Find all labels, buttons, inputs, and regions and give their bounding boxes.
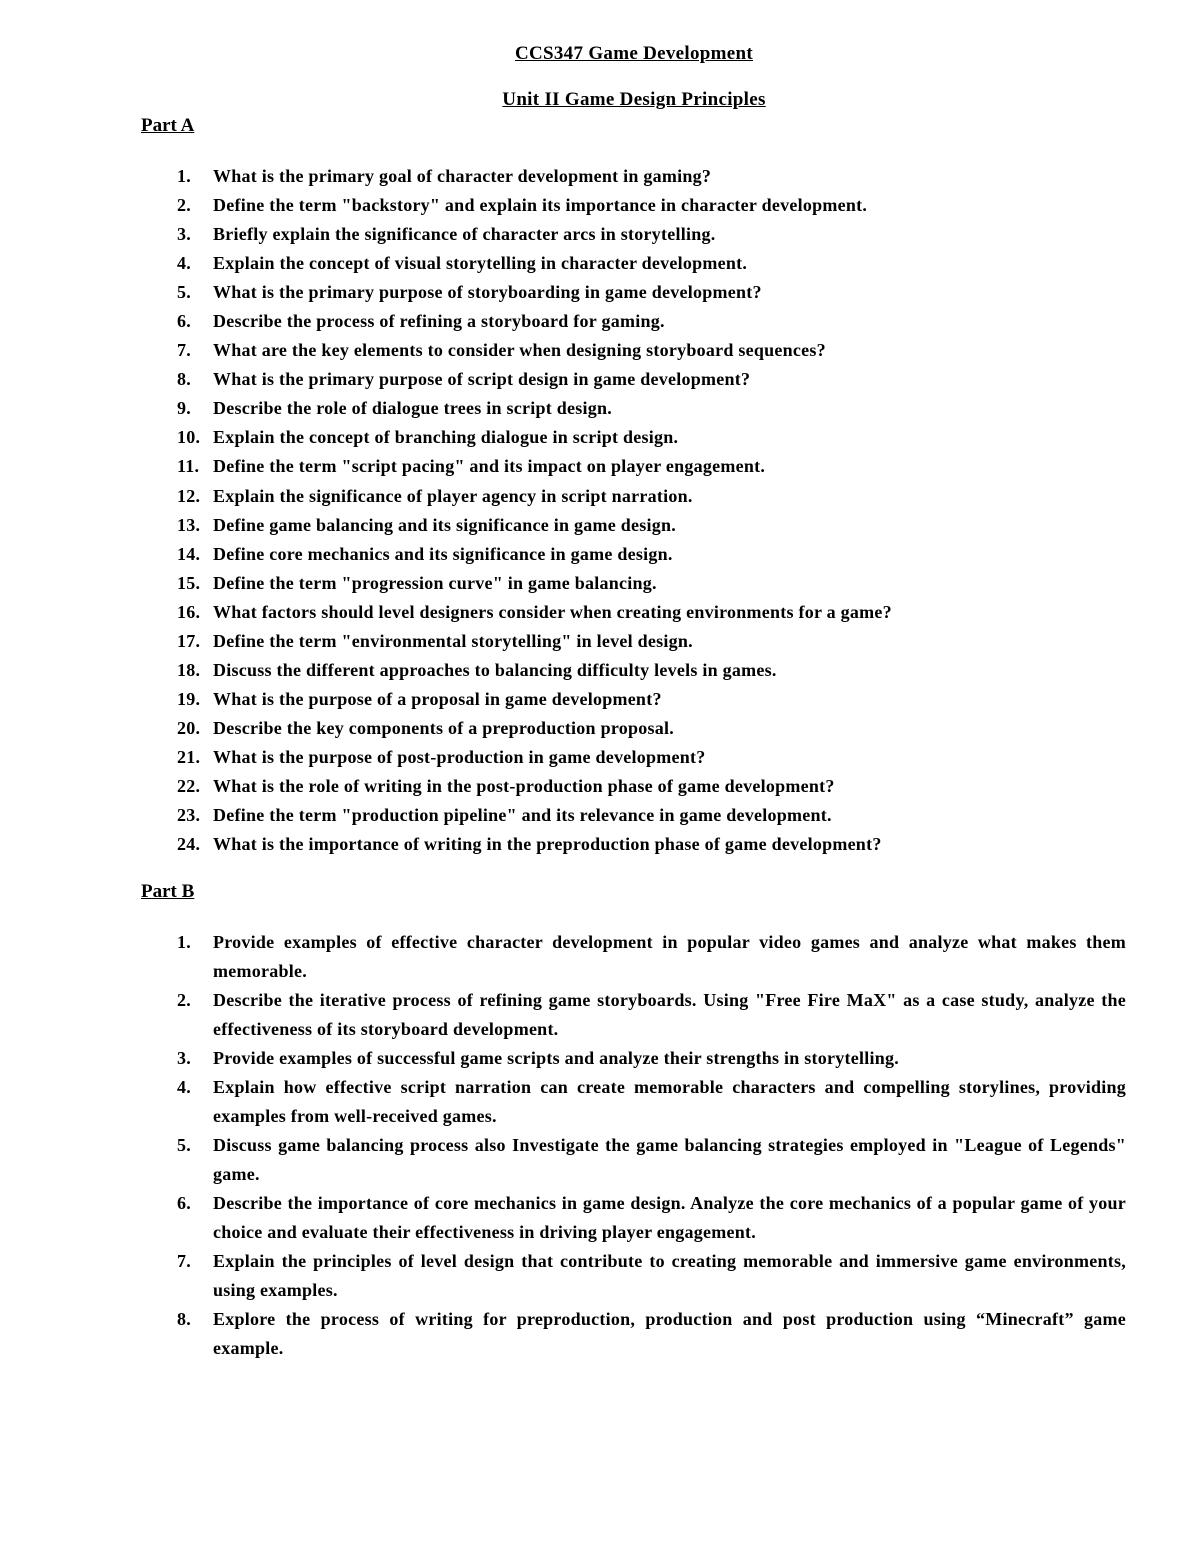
question-number: 6. <box>177 311 191 332</box>
question-item <box>177 986 1126 1044</box>
question-item <box>177 1073 1126 1131</box>
question-number: 19. <box>177 688 201 709</box>
question-text: Define the term "progression curve" in game balancing. <box>213 572 657 593</box>
question-text: Explain the principles of level design that contribute to creating memorable and immersive game environments, using examples. <box>213 1251 1126 1300</box>
question-text: Describe the importance of core mechanics in game design. Analyze the core mechanics of a popular game of your choice and evaluate their effectiveness in driving player engagement. <box>213 1193 1126 1242</box>
question-text: Explain the concept of visual storytelling in character development. <box>213 253 748 274</box>
question-item <box>177 394 1137 423</box>
question-item <box>177 627 1137 656</box>
question-item <box>177 191 1137 220</box>
question-number: 20. <box>177 717 201 738</box>
question-item <box>177 656 1137 685</box>
question-text: Define game balancing and its significance in game design. <box>213 514 677 535</box>
question-number: 8. <box>177 369 191 390</box>
part-b-question-list <box>177 928 1126 1363</box>
question-item <box>177 540 1137 569</box>
question-number: 2. <box>177 990 191 1010</box>
question-item <box>177 685 1137 714</box>
question-text: What is the primary purpose of storyboarding in game development? <box>213 282 762 303</box>
question-item <box>177 772 1137 801</box>
question-text: Define core mechanics and its significance in game design. <box>213 543 673 564</box>
question-text: What factors should level designers consider when creating environments for a game? <box>213 601 892 622</box>
question-number: 15. <box>177 572 201 593</box>
question-number: 7. <box>177 340 191 361</box>
question-text: What is the purpose of post-production in game development? <box>213 746 706 767</box>
question-number: 5. <box>177 1135 191 1155</box>
question-number: 12. <box>177 485 201 506</box>
question-text: Describe the iterative process of refining game storyboards. Using "Free Fire MaX" as a case study, analyze the effectiveness of its storyboard development. <box>213 990 1126 1039</box>
question-text: Explain the concept of branching dialogue in script design. <box>213 427 679 448</box>
question-number: 2. <box>177 195 191 216</box>
question-number: 4. <box>177 253 191 274</box>
question-item <box>177 307 1137 336</box>
question-text: What is the importance of writing in the preproduction phase of game development? <box>213 834 882 855</box>
question-number: 22. <box>177 775 201 796</box>
question-text: What is the primary goal of character development in gaming? <box>213 166 712 186</box>
question-number: 21. <box>177 746 201 767</box>
unit-title: Unit II Game Design Principles <box>502 89 766 110</box>
question-item <box>177 801 1137 830</box>
question-text: Explain how effective script narration can create memorable characters and compelling storylines, providing examples from well-received games. <box>213 1077 1126 1126</box>
question-number: 10. <box>177 427 201 448</box>
question-text: Describe the key components of a preproduction proposal. <box>213 717 675 738</box>
question-item <box>177 452 1137 481</box>
question-number: 5. <box>177 282 191 303</box>
question-text: What is the primary purpose of script design in game development? <box>213 369 751 390</box>
question-text: Define the term "production pipeline" and its relevance in game development. <box>213 805 832 826</box>
part-a-heading: Part A <box>141 115 195 136</box>
question-text: Briefly explain the significance of character arcs in storytelling. <box>213 224 716 245</box>
question-text: What are the key elements to consider when designing storyboard sequences? <box>213 340 826 361</box>
question-item <box>177 569 1137 598</box>
question-number: 16. <box>177 601 201 622</box>
question-item <box>177 1305 1126 1363</box>
question-number: 9. <box>177 398 191 419</box>
question-item <box>177 714 1137 743</box>
question-item <box>177 743 1137 772</box>
question-item <box>177 278 1137 307</box>
question-text: Define the term "environmental storytelling" in level design. <box>213 630 693 651</box>
question-text: Describe the role of dialogue trees in script design. <box>213 398 613 419</box>
question-item <box>177 1044 1126 1073</box>
question-number: 4. <box>177 1077 191 1097</box>
question-number: 23. <box>177 805 201 826</box>
question-number: 1. <box>177 166 191 186</box>
question-number: 6. <box>177 1193 191 1213</box>
question-item <box>177 830 1137 859</box>
question-item <box>177 598 1137 627</box>
question-number: 7. <box>177 1251 191 1271</box>
course-title: CCS347 Game Development <box>514 43 754 64</box>
question-item <box>177 928 1126 986</box>
question-number: 3. <box>177 224 191 245</box>
question-number: 17. <box>177 630 201 651</box>
question-text: Discuss the different approaches to balancing difficulty levels in games. <box>213 659 777 680</box>
question-text: Provide examples of effective character development in popular video games and analyze what makes them memorable. <box>213 932 1126 981</box>
question-number: 24. <box>177 834 201 855</box>
question-item <box>177 1247 1126 1305</box>
question-text: Define the term "backstory" and explain its importance in character development. <box>213 195 868 216</box>
question-text: Explore the process of writing for preproduction, production and post production using “Minecraft” game example. <box>213 1309 1126 1358</box>
question-item <box>177 1131 1126 1189</box>
question-number: 11. <box>177 456 200 477</box>
question-number: 13. <box>177 514 201 535</box>
question-item <box>177 336 1137 365</box>
part-b-heading: Part B <box>141 881 195 902</box>
question-number: 3. <box>177 1048 191 1068</box>
question-number: 18. <box>177 659 201 680</box>
question-item <box>177 162 1137 191</box>
question-number: 1. <box>177 932 191 952</box>
question-text: Define the term "script pacing" and its impact on player engagement. <box>213 456 766 477</box>
question-text: Explain the significance of player agency in script narration. <box>213 485 693 506</box>
question-text: Provide examples of successful game scripts and analyze their strengths in storytelling. <box>213 1048 899 1068</box>
question-number: 14. <box>177 543 201 564</box>
question-text: What is the role of writing in the post-production phase of game development? <box>213 775 835 796</box>
question-item <box>177 220 1137 249</box>
question-item <box>177 249 1137 278</box>
question-number: 8. <box>177 1309 191 1329</box>
question-item <box>177 511 1137 540</box>
question-text: Discuss game balancing process also Investigate the game balancing strategies employed in "League of Legends" game. <box>213 1135 1126 1184</box>
question-item <box>177 423 1137 452</box>
question-text: What is the purpose of a proposal in game development? <box>213 688 662 709</box>
question-item <box>177 482 1137 511</box>
question-item <box>177 365 1137 394</box>
part-a-question-list <box>177 162 1137 859</box>
question-item <box>177 1189 1126 1247</box>
question-text: Describe the process of refining a storyboard for gaming. <box>213 311 665 332</box>
